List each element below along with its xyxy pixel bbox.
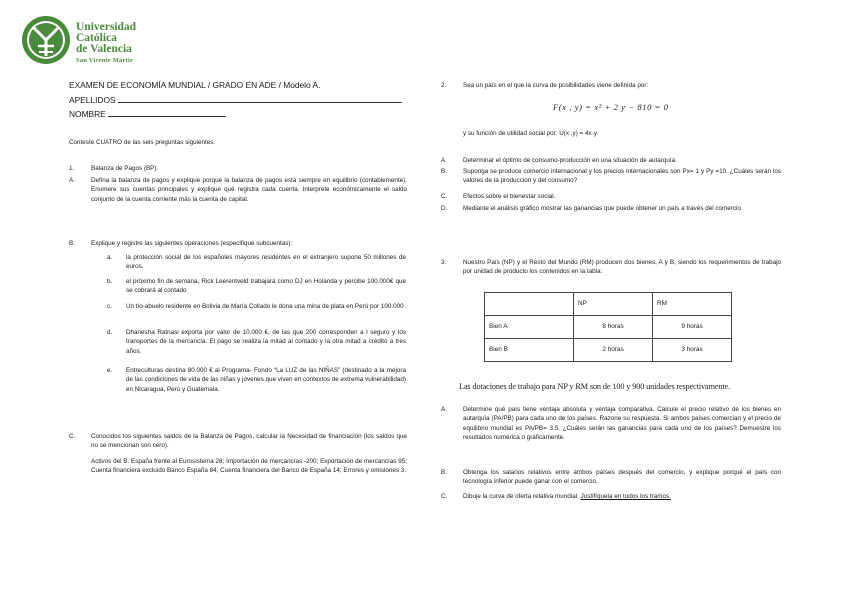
q3-c-line — [463, 492, 781, 501]
apellidos-field[interactable] — [118, 95, 402, 103]
q1-b-item-text: Un tío-abuelo residente en Bolivia de María Collado le dona una mina de plata en Perú por 100.000 — [126, 303, 404, 310]
q1-c-letter: C. — [69, 433, 76, 440]
q2-item-letter: D. — [441, 205, 448, 212]
table-cell: 2 horas — [574, 339, 653, 362]
q2-utility: y su función de utilidad social por: U(x ,y) = 4x·y — [463, 130, 597, 137]
labor-requirements-table — [484, 292, 732, 362]
q2-item-text: Efectos sobre el bienestar social. — [463, 193, 556, 200]
q2-item-letter: B. — [441, 168, 447, 175]
logo-line-4: San Vicente Mártir — [76, 57, 134, 64]
q3-item-letter: B. — [441, 469, 447, 476]
q1-b-item-text: el próximo fin de semana, Rick Leerentveld trabajará como DJ en Holanda y percibe 100.000€ que se cobrará al contado — [126, 278, 406, 295]
q1-b-item-text: Dhanesha Ratnasi exporta por valor de 10.000 €, de las que 200 corresponden a l seguro y los transportes de la mercancía. El pago se realiza la mitad al contado y la otra mitad a crédito a tres años. — [126, 329, 406, 355]
table-header-cell — [485, 293, 574, 316]
table-row — [485, 293, 732, 316]
logo-line-2: Católica — [76, 32, 117, 44]
q1-c-text: Conocidos los siguientes saldos de la Balanza de Pagos, calcular la Necesidad de financiación (los saldos que no se mencionan son cero). — [91, 433, 407, 450]
q1-b-item-letter: d. — [107, 329, 113, 336]
q3-c-letter: C. — [441, 493, 448, 500]
nombre-label: NOMBRE — [69, 109, 106, 119]
q2-item-text: Mediante el análisis gráfico mostrar las ganancias que puede obtener un país a través del comercio. — [463, 205, 743, 212]
nombre-row — [69, 108, 409, 120]
q1-b-item-text: Entreculturas destina 80.000 € al Programa- Fondo “La LUZ de las NIÑAS” (destinado a la mejora de las condiciones de vida de las niñas y jóvenes que viven en contextos de extrema vulnerabilidad) en Nicaragua, Perú y Guatemala. — [126, 367, 406, 393]
q1-b-letter: B. — [69, 240, 75, 247]
university-name — [76, 22, 136, 66]
question-2 — [441, 81, 781, 241]
table-cell: Bien B — [485, 339, 574, 362]
q1-number: 1. — [69, 165, 75, 172]
q2-formula: F(x , y) = x² + 2 y − 810 = 0 — [553, 102, 669, 112]
q2-title: Sea un país en el que la curva de posibilidades viene definida por: — [463, 82, 649, 89]
table-row — [485, 339, 732, 362]
table-cell: Bien A — [485, 316, 574, 339]
nombre-field[interactable] — [108, 109, 226, 117]
q3-item-text: Obtenga los salarios relativos entre ambos países después del comercio, y explique porqué el país con tecnología inferior puede ganar con el comercio. — [463, 469, 781, 486]
apellidos-row — [69, 94, 409, 106]
table-row — [485, 316, 732, 339]
apellidos-label: APELLIDOS — [69, 95, 116, 105]
table-header-cell: RM — [653, 293, 732, 316]
q3-c-text: Dibuje la curva de oferta relativa mundial. — [463, 493, 579, 500]
q1-a-letter: A. — [69, 177, 75, 184]
q1-a-text: Defina la balanza de pagos y explique porqué la balanza de pagos está siempre en equilibrio (contablemente). Enumere sus cuentas principales y explique qué registra cada cuenta. Interprete económicamente el saldo conjunto de la cuenta corriente más la cuenta de capital. — [91, 177, 407, 203]
q1-title: Balanza de Pagos (BP). — [91, 165, 159, 172]
q2-item-letter: C. — [441, 193, 448, 200]
logo-line-1: Universidad — [76, 21, 137, 33]
table-header-cell: NP — [574, 293, 653, 316]
table-cell: 3 horas — [653, 339, 732, 362]
question-3 — [441, 258, 781, 508]
q1-b-item-letter: a. — [107, 254, 113, 261]
q1-b-item-letter: c. — [107, 303, 112, 310]
question-1 — [69, 164, 409, 504]
table-cell: 9 horas — [653, 316, 732, 339]
logo-line-3: de Valencia — [76, 43, 132, 55]
q1-b-item-letter: e. — [107, 367, 113, 374]
q2-item-letter: A. — [441, 157, 447, 164]
q2-item-text: Suponga se produce comercio internacional y los precios internacionales son Px= 1 y Py =10. ¿Cuáles serán los valores de la producción y del consumo? — [463, 168, 781, 185]
q1-c-data: Activos del B. España frente al Eurosistema 28; Importación de mercancías -200; Exportación de mercancías 95; Cuenta financiera excluido Banco España 84; Cuenta financiera del Banco de España 14; Errores y omisiones 3. — [91, 458, 407, 475]
q1-b-item-text: la protección social de los españoles mayores residentes en el extranjero supone 50 millones de euros. — [126, 254, 406, 271]
q3-number: 3. — [441, 259, 447, 266]
q2-item-text: Determinar el óptimo de consumo-producción en una situación de autarquía. — [463, 157, 677, 164]
q1-b-item-letter: b. — [107, 278, 113, 285]
q3-title: Nuestro País (NP) y el Resto del Mundo (RM) producen dos bienes, A y B, siendo los requerimientos de trabajo por unidad de producto los contenidos en la tabla: — [463, 259, 781, 276]
q3-dotaciones: Las dotaciones de trabajo para NP y RM son de 100 y 900 unidades respectivamente. — [459, 382, 731, 391]
exam-title: EXAMEN DE ECONOMÍA MUNDIAL / GRADO EN ADE / Modelo A. — [69, 80, 321, 90]
table-cell: 8 horas — [574, 316, 653, 339]
q3-c-text-underlined: Justifíquela en todos los tramos. — [580, 493, 671, 500]
university-emblem-icon — [20, 14, 72, 66]
instructions: Conteste CUATRO de las seis preguntas siguientes. — [69, 139, 216, 146]
q3-item-text: Determine qué país tiene ventaja absoluta y ventaja comparativa. Calcule el precio relativo de los bienes en autarquía (PA/PB) para cada uno de los países. Razone su respuesta. Si ambos países comercian y el precio de equilibrio mundial es PA/PB= 3.5. ¿Cuáles serán las ganancias para cada uno de los países? Demuestre los resultados numérica o gráficamente. — [463, 406, 781, 441]
q1-b-text: Explique y registre las siguientes operaciones (especifique subcuentas): — [91, 240, 293, 247]
q3-item-letter: A. — [441, 406, 447, 413]
q2-number: 2. — [441, 82, 447, 89]
